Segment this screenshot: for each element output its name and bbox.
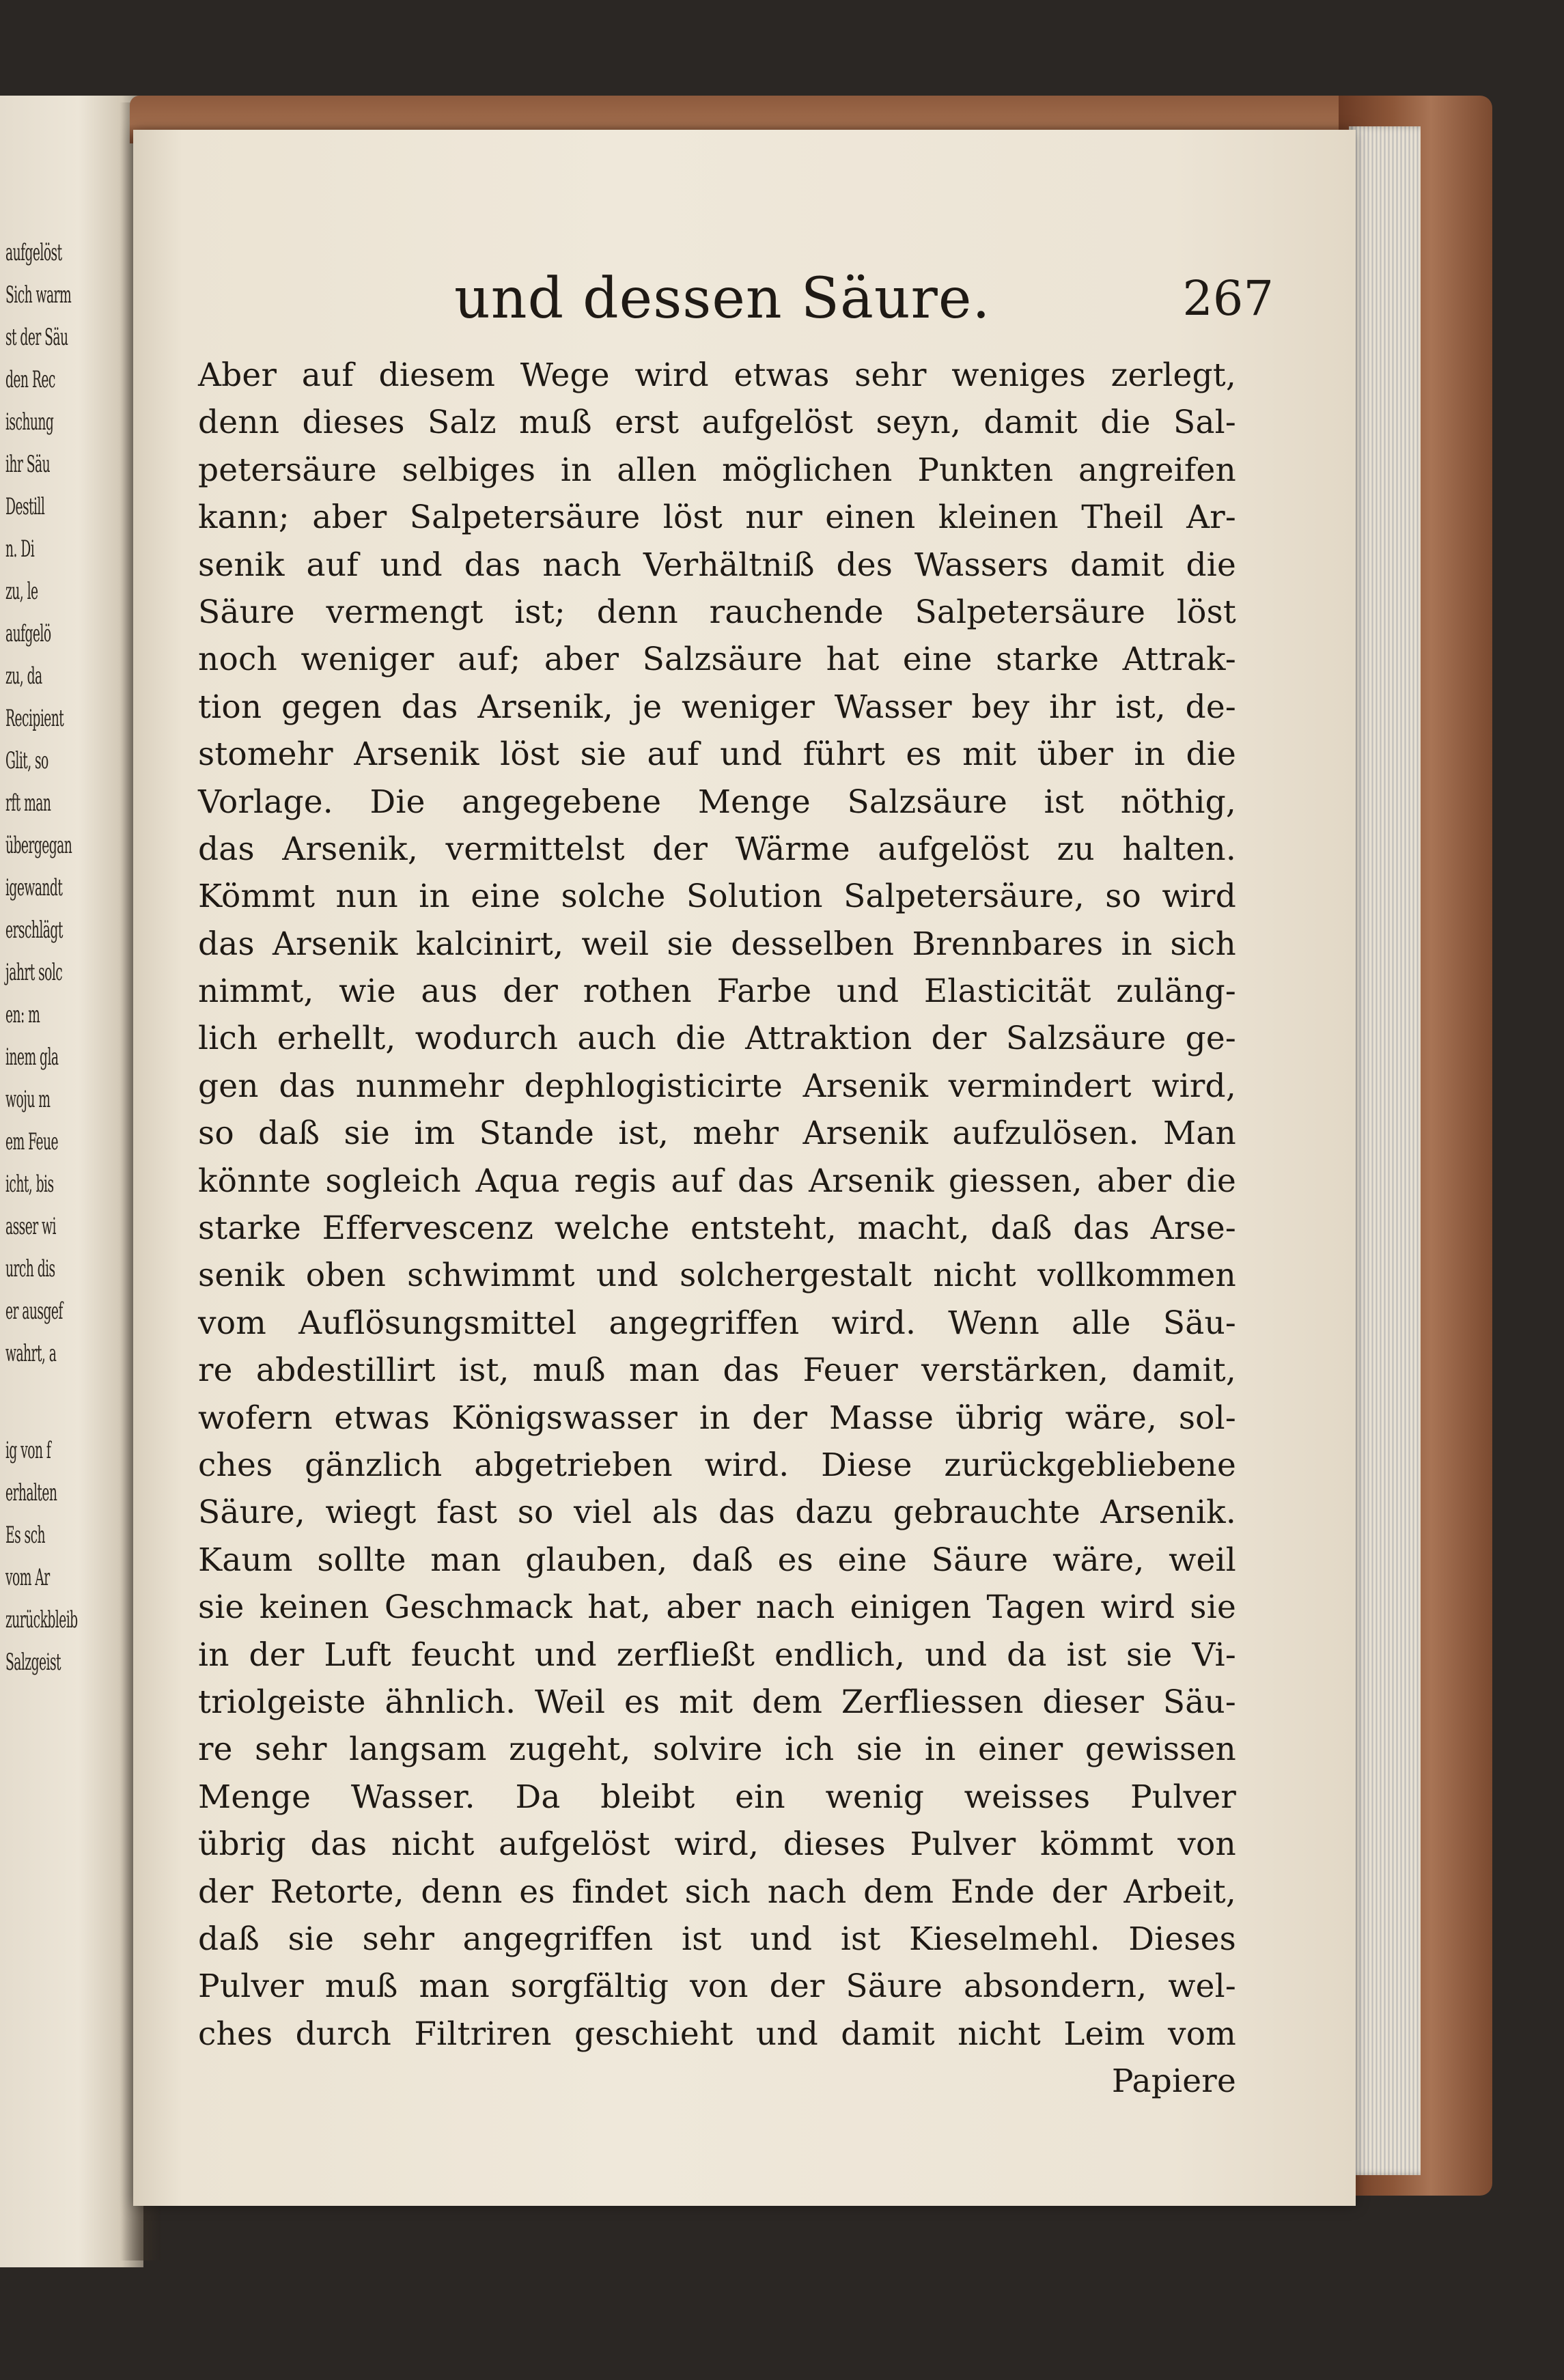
text-line: Säure, wiegt fast so viel als das dazu gebrauchte Arsenik. [198,1494,1236,1532]
text-line: senik oben schwimmt und solchergestalt nicht vollkommen [198,1257,1236,1295]
text-line: das Arsenik kalcinirt, weil sie desselben Brennbares in sich [198,925,1236,963]
facing-page-fragment: inem gla [5,1044,59,1071]
text-line: das Arsenik, vermittelst der Wärme aufgelöst zu halten. [198,830,1236,868]
facing-page-fragment: Es sch [5,1522,46,1549]
facing-page-fragment: vom Ar [5,1564,50,1591]
facing-page-fragment: igewandt [5,874,63,901]
text-line: so daß sie im Stande ist, mehr Arsenik aufzulösen. Man [198,1115,1236,1153]
text-line: könnte sogleich Aqua regis auf das Arsenik giessen, aber die [198,1162,1236,1200]
text-line: Pulver muß man sorgfältig von der Säure absondern, wel- [198,1968,1236,2006]
facing-page-fragment: den Rec [5,366,55,393]
book-page [133,130,1356,2206]
text-line: gen das nunmehr dephlogisticirte Arsenik vermindert wird, [198,1067,1236,1105]
page-number: 267 [1182,270,1274,326]
facing-page-fragment: aufgelö [5,620,51,647]
text-line: Menge Wasser. Da bleibt ein wenig weisses Pulver [198,1778,1236,1816]
text-line: petersäure selbiges in allen möglichen Punkten angreifen [198,451,1236,489]
text-line: in der Luft feucht und zerfließt endlich, und da ist sie Vi- [198,1636,1236,1674]
facing-page-fragment: zurückbleib [5,1606,78,1634]
text-line: ches durch Filtriren geschieht und damit nicht Leim vom [198,2015,1236,2053]
page-title: und dessen Säure. [454,266,991,331]
facing-page-fragment: erschlägt [5,916,63,944]
facing-page-fragment: aufgelöst [5,239,62,266]
facing-page-fragment: asser wi [5,1213,56,1240]
facing-page-fragment: zu, le [5,578,38,605]
facing-page-fragment: Glit, so [5,747,48,774]
facing-page-fragment: jahrt solc [5,959,63,986]
text-line: übrig das nicht aufgelöst wird, dieses Pulver kömmt von [198,1825,1236,1864]
facing-page-fragment: n. Di [5,535,35,563]
text-line: triolgeiste ähnlich. Weil es mit dem Zerfliessen dieser Säu- [198,1683,1236,1721]
facing-page-fragment: woju m [5,1086,51,1113]
text-line: Kaum sollte man glauben, daß es eine Säure wäre, weil [198,1541,1236,1579]
facing-page-fragment: em Feue [5,1128,59,1156]
text-line: lich erhellt, wodurch auch die Attraktion der Salzsäure ge- [198,1020,1236,1058]
facing-page-fragment: Recipient [5,705,64,732]
text-line: daß sie sehr angegriffen ist und ist Kieselmehl. Dieses [198,1920,1236,1958]
text-line: re abdestillirt ist, muß man das Feuer verstärken, damit, [198,1352,1236,1390]
text-line: nimmt, wie aus der rothen Farbe und Elasticität zuläng- [198,972,1236,1011]
text-line: sie keinen Geschmack hat, aber nach einigen Tagen wird sie [198,1588,1236,1627]
facing-page-fragment: er ausgef [5,1298,63,1325]
facing-page-fragment: icht, bis [5,1171,54,1198]
text-line: re sehr langsam zugeht, solvire ich sie in einer gewissen [198,1731,1236,1769]
facing-page-fragment: urch dis [5,1255,55,1283]
facing-page-fragment: rft man [5,789,51,817]
text-line: stomehr Arsenik löst sie auf und führt es mit über in die [198,736,1236,774]
text-line: tion gegen das Arsenik, je weniger Wasser bey ihr ist, de- [198,688,1236,726]
text-line: Kömmt nun in eine solche Solution Salpetersäure, so wird [198,878,1236,916]
facing-page-fragment: ihr Säu [5,451,51,478]
facing-page-fragment: en: m [5,1001,40,1028]
facing-page-fragment: erhalten [5,1479,57,1507]
text-line: noch weniger auf; aber Salzsäure hat eine starke Attrak- [198,641,1236,679]
facing-page-fragment: übergegan [5,832,72,859]
text-line: der Retorte, denn es findet sich nach dem Ende der Arbeit, [198,1873,1236,1911]
text-line: starke Effervescenz welche entsteht, macht, daß das Arse- [198,1209,1236,1248]
text-line: kann; aber Salpetersäure löst nur einen kleinen Theil Ar- [198,499,1236,537]
facing-page-fragment: ig von f [5,1437,51,1464]
page-edges [1349,126,1421,2175]
catchword: Papiere [1111,2062,1236,2101]
facing-page-fragment: st der Säu [5,324,68,351]
text-line: denn dieses Salz muß erst aufgelöst seyn, damit die Sal- [198,404,1236,442]
facing-page-fragment: Destill [5,493,45,520]
text-line: Säure vermengt ist; denn rauchende Salpetersäure löst [198,593,1236,631]
text-line: Vorlage. Die angegebene Menge Salzsäure ist nöthig, [198,783,1236,821]
facing-page-fragment: ischung [5,408,54,436]
text-line: Aber auf diesem Wege wird etwas sehr weniges zerlegt, [198,356,1236,394]
body-text [198,352,1236,2105]
text-line: ches gänzlich abgetrieben wird. Diese zurückgebliebene [198,1446,1236,1484]
text-line: senik auf und das nach Verhältniß des Wassers damit die [198,546,1236,584]
facing-page-fragment: zu, da [5,662,42,690]
text-line: wofern etwas Königswasser in der Masse übrig wäre, sol- [198,1399,1236,1437]
facing-page-fragment: Salzgeist [5,1649,61,1676]
running-head [133,266,1356,362]
facing-page-fragment: wahrt, a [5,1340,57,1367]
text-line: vom Auflösungsmittel angegriffen wird. Wenn alle Säu- [198,1304,1236,1342]
facing-page-fragment: Sich warm [5,281,72,309]
